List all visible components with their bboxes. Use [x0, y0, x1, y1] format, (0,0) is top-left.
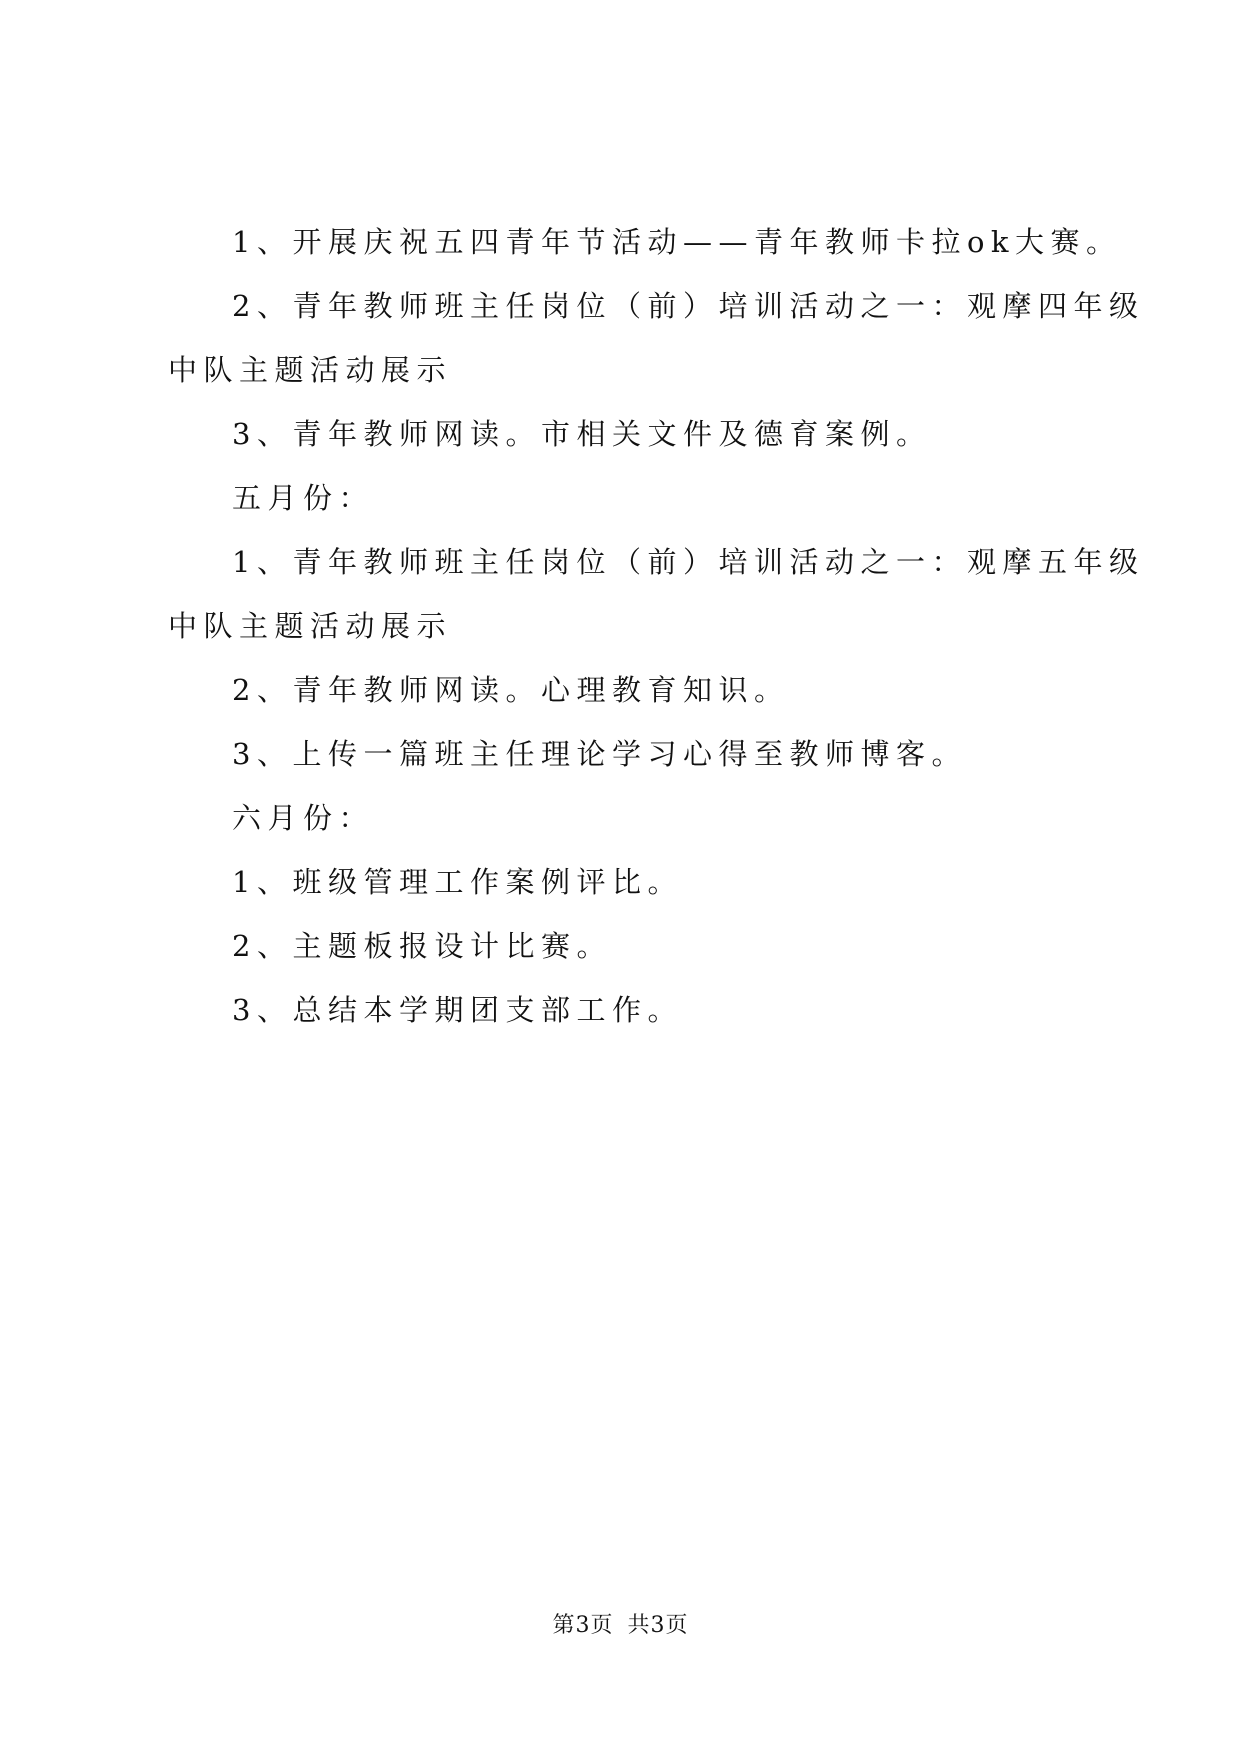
document-body [168, 210, 1145, 1042]
page-total: 共3页 [627, 1613, 689, 1638]
paragraph: 2、主题板报设计比赛。 [232, 929, 612, 963]
paragraph: 2、青年教师班主任岗位（前）培训活动之一：观摩四年级 [232, 289, 1145, 323]
paragraph: 3、青年教师网读。市相关文件及德育案例。 [232, 417, 932, 451]
paragraph-continuation: 中队主题活动展示 [168, 353, 453, 387]
paragraph-continuation: 中队主题活动展示 [168, 609, 453, 643]
paragraph: 1、班级管理工作案例评比。 [232, 865, 683, 899]
page-footer [0, 1608, 1241, 1639]
section-heading-may: 五月份： [232, 481, 375, 515]
paragraph: 1、青年教师班主任岗位（前）培训活动之一：观摩五年级 [232, 545, 1145, 579]
paragraph: 1、开展庆祝五四青年节活动——青年教师卡拉ok大赛。 [232, 225, 1122, 259]
page-number: 第3页 [552, 1613, 614, 1638]
paragraph: 3、总结本学期团支部工作。 [232, 993, 683, 1027]
paragraph: 3、上传一篇班主任理论学习心得至教师博客。 [232, 737, 967, 771]
section-heading-june: 六月份： [232, 801, 375, 835]
paragraph: 2、青年教师网读。心理教育知识。 [232, 673, 790, 707]
